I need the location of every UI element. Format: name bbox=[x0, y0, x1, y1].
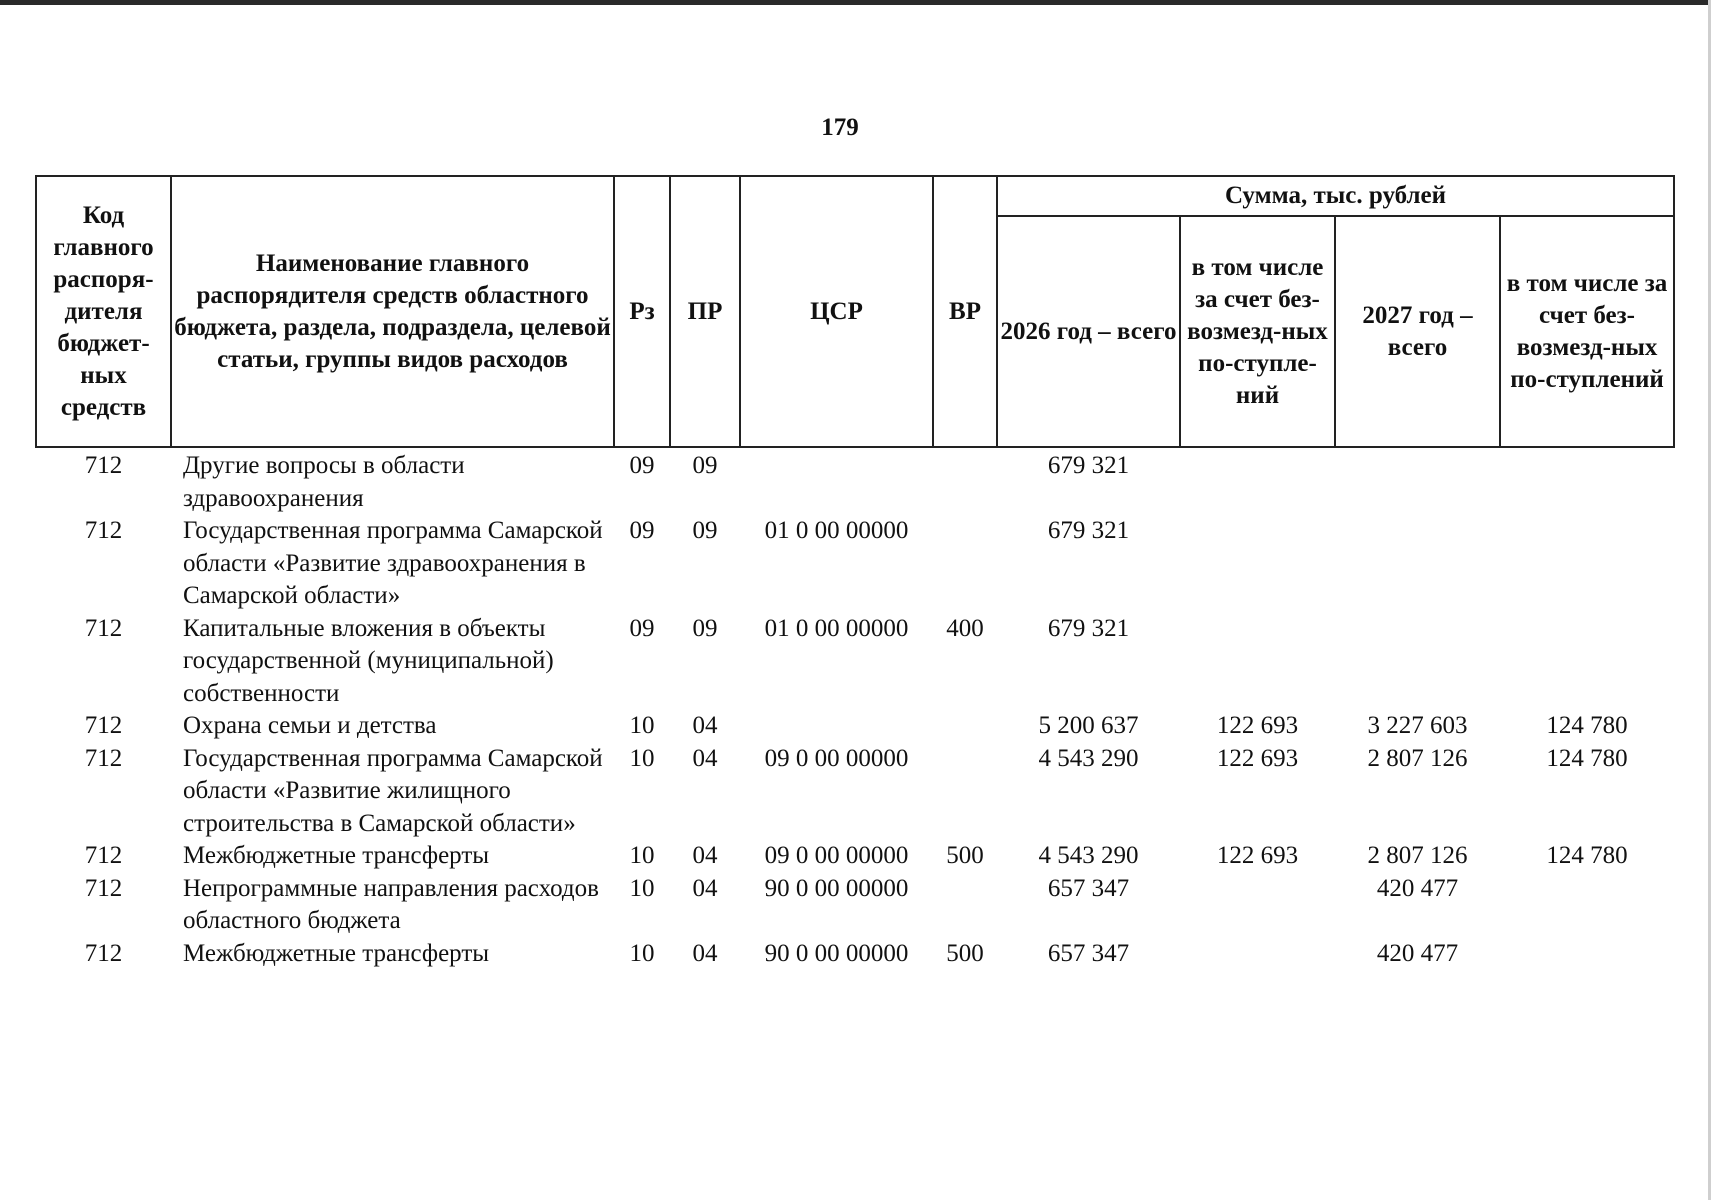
cell-2026-total: 5 200 637 bbox=[1038, 712, 1139, 739]
cell-2027-grants bbox=[1500, 873, 1674, 938]
cell-2027-total: 3 227 603 bbox=[1367, 712, 1468, 739]
header-2026-grants: в том числе за счет без-возмезд-ных по-ступле-ний bbox=[1180, 216, 1335, 447]
cell-code: 712 bbox=[84, 452, 123, 479]
cell-rz: 10 bbox=[629, 874, 655, 902]
header-2027-total: 2027 год – всего bbox=[1335, 216, 1500, 447]
cell-2027-total bbox=[1335, 515, 1500, 613]
table-header bbox=[36, 176, 1674, 447]
cell-2027-total: 420 477 bbox=[1376, 939, 1459, 967]
cell-2026-grants bbox=[1180, 447, 1335, 515]
cell-vr: 500 bbox=[946, 842, 984, 869]
cell-2026-grants bbox=[1180, 873, 1335, 938]
cell-2027-grants bbox=[1500, 447, 1674, 515]
cell-2026-grants bbox=[1180, 938, 1335, 971]
cell-code: 712 bbox=[84, 614, 123, 642]
cell-pr: 04 bbox=[692, 939, 718, 967]
header-2026-total: 2026 год – всего bbox=[997, 216, 1180, 447]
cell-name: Непрограммные направления расходов областного бюджета bbox=[183, 874, 599, 934]
cell-vr: 500 bbox=[946, 939, 984, 967]
header-rz: Рз bbox=[614, 176, 670, 447]
cell-2026-total: 657 347 bbox=[1047, 939, 1130, 967]
cell-pr: 09 bbox=[692, 614, 718, 642]
header-csr: ЦСР bbox=[740, 176, 933, 447]
cell-csr: 90 0 00 00000 bbox=[764, 874, 909, 902]
cell-name: Капитальные вложения в объекты государственной (муниципальной) собственности bbox=[183, 614, 554, 707]
cell-csr: 01 0 00 00000 bbox=[764, 517, 909, 544]
header-name: Наименование главного распорядителя средств областного бюджета, раздела, подраздела, целевой статьи, группы видов расходов bbox=[171, 176, 614, 447]
cell-2026-total: 679 321 bbox=[1047, 517, 1130, 544]
cell-vr: 400 bbox=[946, 614, 984, 642]
cell-code: 712 bbox=[84, 874, 123, 902]
header-sum-group: Сумма, тыс. рублей bbox=[997, 176, 1674, 216]
cell-csr: 90 0 00 00000 bbox=[764, 939, 909, 967]
cell-2027-total bbox=[1335, 613, 1500, 711]
cell-vr bbox=[933, 710, 997, 743]
cell-2027-total: 2 807 126 bbox=[1367, 842, 1468, 869]
table-row bbox=[36, 447, 1674, 515]
cell-csr: 09 0 00 00000 bbox=[764, 842, 909, 869]
cell-name: Государственная программа Самарской области «Развитие жилищного строительства в Самарской области» bbox=[183, 744, 603, 837]
scan-border-top bbox=[0, 0, 1711, 5]
cell-2026-total: 4 543 290 bbox=[1038, 842, 1139, 869]
cell-vr bbox=[933, 515, 997, 613]
budget-allocation-table bbox=[35, 175, 1675, 970]
cell-2027-grants: 124 780 bbox=[1546, 712, 1628, 739]
cell-csr: 09 0 00 00000 bbox=[764, 744, 909, 772]
cell-csr: 01 0 00 00000 bbox=[764, 614, 909, 642]
cell-pr: 04 bbox=[692, 842, 718, 869]
cell-2026-total: 4 543 290 bbox=[1038, 744, 1139, 772]
cell-2026-total: 679 321 bbox=[1047, 452, 1130, 479]
cell-2027-grants: 124 780 bbox=[1546, 842, 1628, 869]
cell-vr bbox=[933, 447, 997, 515]
cell-code: 712 bbox=[84, 939, 123, 967]
cell-2026-grants bbox=[1180, 515, 1335, 613]
cell-2027-grants: 124 780 bbox=[1546, 744, 1628, 772]
header-vr: ВР bbox=[933, 176, 997, 447]
cell-code: 712 bbox=[84, 842, 123, 869]
cell-2027-grants bbox=[1500, 613, 1674, 711]
table-row bbox=[36, 743, 1674, 841]
cell-csr bbox=[740, 710, 933, 743]
cell-name: Другие вопросы в области здравоохранения bbox=[183, 452, 465, 512]
cell-rz: 10 bbox=[629, 842, 655, 869]
cell-2027-total: 420 477 bbox=[1376, 874, 1459, 902]
cell-2027-total bbox=[1335, 447, 1500, 515]
cell-2026-grants bbox=[1180, 613, 1335, 711]
table-body bbox=[36, 447, 1674, 970]
cell-name: Государственная программа Самарской области «Развитие здравоохранения в Самарской области» bbox=[183, 517, 603, 609]
table-row bbox=[36, 840, 1674, 873]
cell-code: 712 bbox=[84, 517, 123, 544]
cell-pr: 04 bbox=[692, 744, 718, 772]
cell-rz: 09 bbox=[629, 614, 655, 642]
table-row bbox=[36, 613, 1674, 711]
cell-2026-grants: 122 693 bbox=[1216, 842, 1299, 869]
cell-rz: 09 bbox=[629, 517, 655, 544]
cell-2026-grants: 122 693 bbox=[1216, 744, 1299, 772]
cell-rz: 09 bbox=[629, 452, 655, 479]
cell-name: Межбюджетные трансферты bbox=[183, 842, 490, 869]
cell-pr: 04 bbox=[692, 874, 718, 902]
table-row bbox=[36, 515, 1674, 613]
cell-name: Межбюджетные трансферты bbox=[183, 939, 490, 967]
header-2027-grants: в том числе за счет без-возмезд-ных по-ступлений bbox=[1500, 216, 1674, 447]
cell-name: Охрана семьи и детства bbox=[183, 712, 437, 739]
cell-rz: 10 bbox=[629, 744, 655, 772]
cell-vr bbox=[933, 743, 997, 841]
header-pr: ПР bbox=[670, 176, 740, 447]
page-number: 179 bbox=[821, 114, 859, 141]
cell-2027-grants bbox=[1500, 938, 1674, 971]
cell-vr bbox=[933, 873, 997, 938]
table-row bbox=[36, 873, 1674, 938]
cell-rz: 10 bbox=[629, 939, 655, 967]
cell-code: 712 bbox=[84, 744, 123, 772]
cell-code: 712 bbox=[84, 712, 123, 739]
cell-pr: 04 bbox=[692, 712, 718, 739]
cell-2026-total: 679 321 bbox=[1047, 614, 1130, 642]
cell-2026-total: 657 347 bbox=[1047, 874, 1130, 902]
table-row bbox=[36, 938, 1674, 971]
cell-2026-grants: 122 693 bbox=[1216, 712, 1299, 739]
table-row bbox=[36, 710, 1674, 743]
cell-csr bbox=[740, 447, 933, 515]
cell-pr: 09 bbox=[692, 452, 718, 479]
cell-pr: 09 bbox=[692, 517, 718, 544]
cell-rz: 10 bbox=[629, 712, 655, 739]
header-code: Код главного распоря-дителя бюджет-ных средств bbox=[36, 176, 171, 447]
cell-2027-total: 2 807 126 bbox=[1367, 744, 1468, 772]
cell-2027-grants bbox=[1500, 515, 1674, 613]
